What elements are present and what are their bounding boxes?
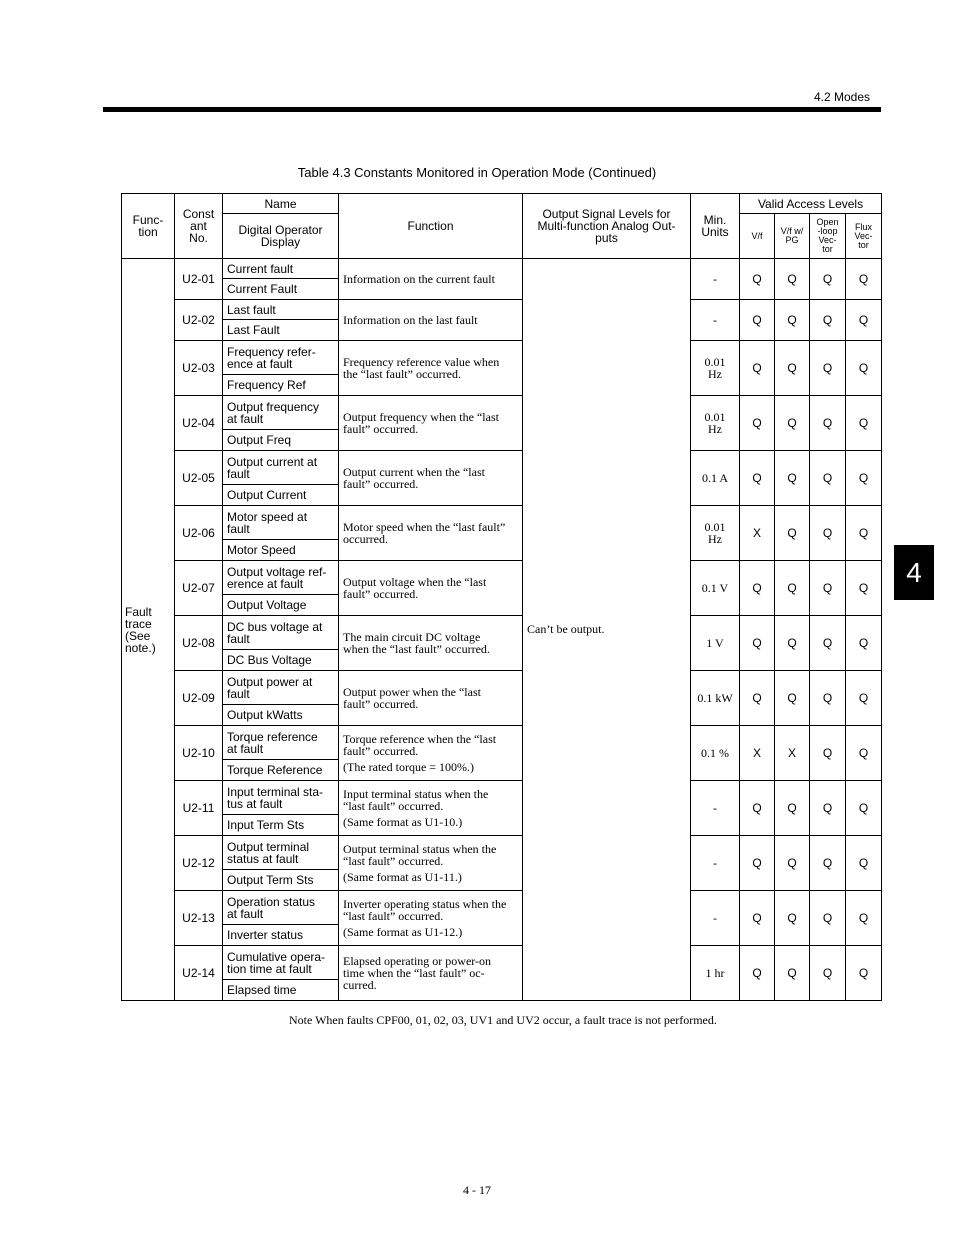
header-function-group: Func- tion — [122, 194, 175, 259]
min-units: - — [691, 836, 740, 891]
constant-number: U2-04 — [175, 396, 223, 451]
function-note: (Same format as U1-12.) — [343, 925, 463, 939]
constant-name: Cumulative opera- tion time at fault — [223, 946, 339, 980]
operator-display: Current Fault — [223, 279, 339, 300]
constant-number: U2-10 — [175, 726, 223, 781]
access-vf-pg: Q — [775, 836, 810, 891]
function-description — [339, 726, 523, 781]
function-description — [339, 836, 523, 891]
constant-number: U2-13 — [175, 891, 223, 946]
access-flux-vector: Q — [846, 616, 882, 671]
access-vf-pg: Q — [775, 300, 810, 341]
page-number: 4 - 17 — [463, 1183, 491, 1197]
function-text: Elapsed operating or power-on time when the “last fault” oc- curred. — [343, 954, 492, 992]
access-flux-vector: Q — [846, 396, 882, 451]
access-flux-vector: Q — [846, 506, 882, 561]
access-flux-vector: Q — [846, 946, 882, 1001]
operator-display: Output Current — [223, 485, 339, 506]
constant-name: Input terminal sta- tus at fault — [223, 781, 339, 815]
operator-display: Output Term Sts — [223, 870, 339, 891]
access-open-loop-vector: Q — [810, 781, 846, 836]
constant-name: Frequency refer- ence at fault — [223, 341, 339, 375]
access-vf-pg: Q — [775, 891, 810, 946]
function-text: Output terminal status when the “last fault” occurred. — [343, 842, 497, 868]
footnote: Note When faults CPF00, 01, 02, 03, UV1 and UV2 occur, a fault trace is not performed. — [289, 1013, 717, 1027]
header-min-units: Min. Units — [691, 194, 740, 259]
access-vf-pg: Q — [775, 451, 810, 506]
constant-number: U2-11 — [175, 781, 223, 836]
access-vf: Q — [740, 396, 775, 451]
header-digital-operator-display: Digital Operator Display — [223, 214, 339, 259]
constant-number: U2-12 — [175, 836, 223, 891]
min-units: - — [691, 891, 740, 946]
output-signal-cell: Can’t be output. — [523, 259, 691, 1001]
function-text: Motor speed when the “last fault” occurred. — [343, 520, 506, 546]
constant-name: Last fault — [223, 300, 339, 320]
access-flux-vector: Q — [846, 891, 882, 946]
access-flux-vector: Q — [846, 451, 882, 506]
constant-number: U2-09 — [175, 671, 223, 726]
access-vf-pg: Q — [775, 671, 810, 726]
access-vf-pg: Q — [775, 946, 810, 1001]
access-vf: Q — [740, 561, 775, 616]
min-units: 0.1 % — [691, 726, 740, 781]
table-row — [122, 781, 882, 815]
function-text: Frequency reference value when the “last fault” occurred. — [343, 355, 500, 381]
table-row — [122, 616, 882, 650]
access-open-loop-vector: Q — [810, 396, 846, 451]
operator-display: Output Voltage — [223, 595, 339, 616]
access-vf: Q — [740, 946, 775, 1001]
constant-name: Motor speed at fault — [223, 506, 339, 540]
function-description — [339, 341, 523, 396]
access-vf: Q — [740, 671, 775, 726]
constant-number: U2-08 — [175, 616, 223, 671]
header-output-signal: Output Signal Levels for Multi-function Analog Out- puts — [523, 194, 691, 259]
access-vf-pg: Q — [775, 616, 810, 671]
header-constant-no: Const ant No. — [175, 194, 223, 259]
function-description — [339, 891, 523, 946]
header-level-flux-vector: Flux Vec- tor — [846, 214, 882, 259]
function-text: Output current when the “last fault” occurred. — [343, 465, 485, 491]
header-level-vf: V/f — [740, 214, 775, 259]
function-description — [339, 781, 523, 836]
access-open-loop-vector: Q — [810, 671, 846, 726]
access-vf: Q — [740, 300, 775, 341]
operator-display: Torque Reference — [223, 760, 339, 781]
access-open-loop-vector: Q — [810, 506, 846, 561]
access-vf: Q — [740, 259, 775, 300]
access-flux-vector: Q — [846, 671, 882, 726]
function-text: Output frequency when the “last fault” occurred. — [343, 410, 499, 436]
access-open-loop-vector: Q — [810, 300, 846, 341]
function-description — [339, 300, 523, 341]
function-group-cell: Fault trace (See note.) — [122, 259, 175, 1001]
table-row — [122, 836, 882, 870]
access-vf: Q — [740, 451, 775, 506]
access-vf: Q — [740, 616, 775, 671]
min-units: 0.1 A — [691, 451, 740, 506]
access-vf: Q — [740, 341, 775, 396]
constant-name: DC bus voltage at fault — [223, 616, 339, 650]
access-vf: Q — [740, 781, 775, 836]
constant-name: Output current at fault — [223, 451, 339, 485]
access-flux-vector: Q — [846, 726, 882, 781]
table-row — [122, 946, 882, 980]
access-flux-vector: Q — [846, 259, 882, 300]
constant-number: U2-01 — [175, 259, 223, 300]
header-name: Name — [223, 194, 339, 214]
operator-display: Motor Speed — [223, 540, 339, 561]
header-level-vf-pg: V/f w/ PG — [775, 214, 810, 259]
min-units: 0.01 Hz — [691, 341, 740, 396]
access-vf-pg: Q — [775, 781, 810, 836]
chapter-tab: 4 — [894, 545, 934, 600]
constant-name: Output frequency at fault — [223, 396, 339, 430]
function-description — [339, 946, 523, 1001]
function-description — [339, 451, 523, 506]
header-function: Function — [339, 194, 523, 259]
header-rule — [103, 107, 881, 112]
operator-display: Output kWatts — [223, 705, 339, 726]
table-row — [122, 561, 882, 595]
access-vf: Q — [740, 836, 775, 891]
function-text: Information on the current fault — [343, 272, 495, 286]
min-units: 0.01 Hz — [691, 506, 740, 561]
operator-display: Output Freq — [223, 430, 339, 451]
table-row — [122, 506, 882, 540]
access-vf: X — [740, 506, 775, 561]
constant-number: U2-03 — [175, 341, 223, 396]
function-text: The main circuit DC voltage when the “last fault” occurred. — [343, 630, 490, 656]
min-units: 0.1 V — [691, 561, 740, 616]
constant-name: Output voltage ref- erence at fault — [223, 561, 339, 595]
constant-name: Output terminal status at fault — [223, 836, 339, 870]
constant-number: U2-06 — [175, 506, 223, 561]
access-open-loop-vector: Q — [810, 836, 846, 891]
table-row — [122, 300, 882, 320]
operator-display: Inverter status — [223, 925, 339, 946]
access-vf-pg: X — [775, 726, 810, 781]
function-text: Torque reference when the “last fault” occurred. — [343, 732, 497, 758]
min-units: 1 hr — [691, 946, 740, 1001]
function-note: (Same format as U1-11.) — [343, 870, 462, 884]
section-label: 4.2 Modes — [813, 90, 870, 104]
min-units: - — [691, 781, 740, 836]
access-vf-pg: Q — [775, 561, 810, 616]
access-flux-vector: Q — [846, 836, 882, 891]
access-flux-vector: Q — [846, 561, 882, 616]
function-description — [339, 259, 523, 300]
operator-display: DC Bus Voltage — [223, 650, 339, 671]
function-note: (Same format as U1-10.) — [343, 815, 463, 829]
table-row — [122, 451, 882, 485]
table-row — [122, 726, 882, 760]
header-valid-access-levels: Valid Access Levels — [740, 194, 882, 214]
constant-number: U2-05 — [175, 451, 223, 506]
min-units: - — [691, 259, 740, 300]
operator-display: Last Fault — [223, 320, 339, 341]
min-units: 0.1 kW — [691, 671, 740, 726]
access-vf-pg: Q — [775, 341, 810, 396]
function-description — [339, 506, 523, 561]
access-open-loop-vector: Q — [810, 561, 846, 616]
function-text: Output voltage when the “last fault” occurred. — [343, 575, 487, 601]
access-vf-pg: Q — [775, 396, 810, 451]
access-open-loop-vector: Q — [810, 451, 846, 506]
function-description — [339, 561, 523, 616]
access-flux-vector: Q — [846, 341, 882, 396]
table-row — [122, 671, 882, 705]
access-flux-vector: Q — [846, 781, 882, 836]
constant-name: Torque reference at fault — [223, 726, 339, 760]
access-open-loop-vector: Q — [810, 891, 846, 946]
constant-number: U2-07 — [175, 561, 223, 616]
operator-display: Input Term Sts — [223, 815, 339, 836]
constant-number: U2-14 — [175, 946, 223, 1001]
header-level-open-loop-vector: Open -loop Vec- tor — [810, 214, 846, 259]
function-text: Information on the last fault — [343, 313, 478, 327]
table-row — [122, 341, 882, 375]
function-description — [339, 396, 523, 451]
function-description — [339, 671, 523, 726]
access-open-loop-vector: Q — [810, 341, 846, 396]
constant-number: U2-02 — [175, 300, 223, 341]
constants-table — [121, 193, 882, 1001]
table-row — [122, 396, 882, 430]
function-text: Output power when the “last fault” occurred. — [343, 685, 481, 711]
function-note: (The rated torque = 100%.) — [343, 760, 475, 774]
table-row — [122, 891, 882, 925]
function-description — [339, 616, 523, 671]
access-open-loop-vector: Q — [810, 726, 846, 781]
access-open-loop-vector: Q — [810, 616, 846, 671]
access-vf: X — [740, 726, 775, 781]
access-vf-pg: Q — [775, 259, 810, 300]
function-text: Inverter operating status when the “last fault” occurred. — [343, 897, 507, 923]
min-units: - — [691, 300, 740, 341]
constant-name: Output power at fault — [223, 671, 339, 705]
table-title: Table 4.3 Constants Monitored in Operation Mode (Continued) — [297, 165, 657, 180]
access-open-loop-vector: Q — [810, 259, 846, 300]
constant-name: Current fault — [223, 259, 339, 279]
access-vf: Q — [740, 891, 775, 946]
access-flux-vector: Q — [846, 300, 882, 341]
constant-name: Operation status at fault — [223, 891, 339, 925]
operator-display: Frequency Ref — [223, 375, 339, 396]
access-vf-pg: Q — [775, 506, 810, 561]
operator-display: Elapsed time — [223, 980, 339, 1001]
function-text: Input terminal status when the “last fault” occurred. — [343, 787, 489, 813]
access-open-loop-vector: Q — [810, 946, 846, 1001]
min-units: 0.01 Hz — [691, 396, 740, 451]
table-row — [122, 259, 882, 279]
min-units: 1 V — [691, 616, 740, 671]
